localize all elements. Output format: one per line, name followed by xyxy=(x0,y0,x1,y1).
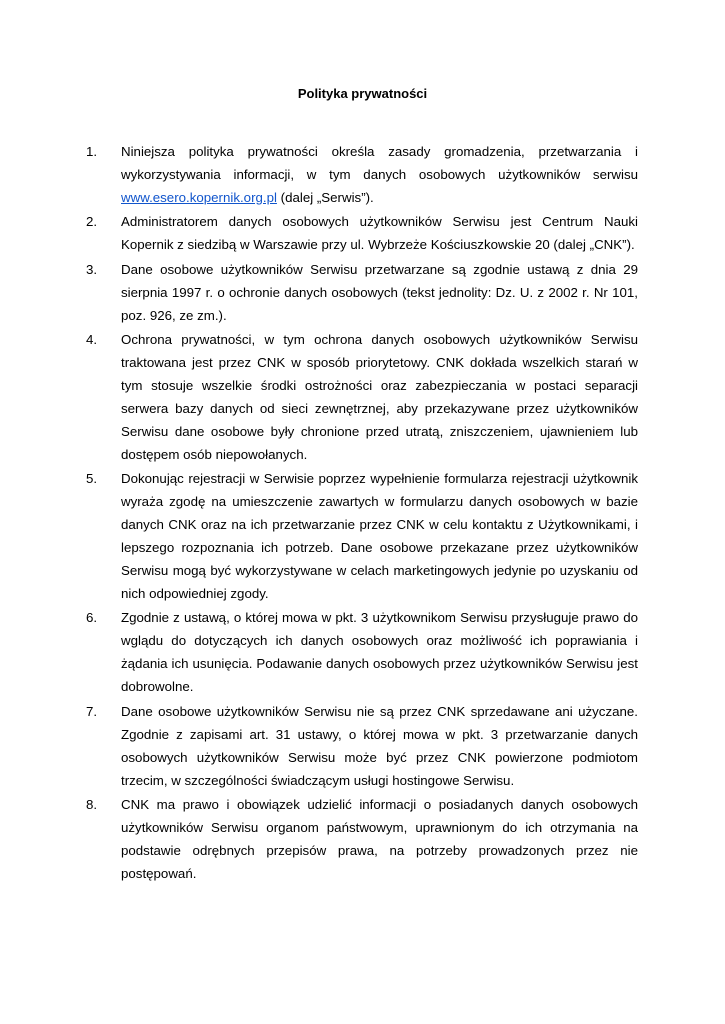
item-text: Ochrona prywatności, w tym ochrona danych osobowych użytkowników Serwisu traktowana jest przez CNK w sposób priorytetowy. CNK dokłada wszelkich starań w tym stosuje wszelkie środki ostrożności oraz zabezpieczania w postaci separacji serwera bazy danych od sieci zewnętrznej, aby przekazywane przez użytkowników Serwisu dane osobowe były chronione przed utratą, zniszczeniem, ujawnieniem lub dostępem osób niepowołanych. xyxy=(121,331,638,462)
item-text-before-link: Niniejsza polityka prywatności określa zasady gromadzenia, przetwarzania i wykorzystywania informacji, w tym danych osobowych użytkowników serwisu xyxy=(121,144,638,182)
list-item xyxy=(0,700,725,792)
list-item xyxy=(0,793,725,885)
list-item xyxy=(0,467,725,605)
page-title: Polityka prywatności xyxy=(297,86,428,101)
item-text: Dane osobowe użytkowników Serwisu przetwarzane są zgodnie ustawą z dnia 29 sierpnia 1997 r. o ochronie danych osobowych (tekst jednolity: Dz. U. z 2002 r. Nr 101, poz. 926, ze zm.). xyxy=(121,261,638,323)
list-item xyxy=(0,140,725,209)
list-item xyxy=(0,328,725,466)
item-number: 7. xyxy=(86,703,98,719)
item-text xyxy=(121,140,638,209)
item-number: 4. xyxy=(86,331,98,347)
list-item xyxy=(0,606,725,698)
item-number: 1. xyxy=(86,144,98,159)
item-number: 5. xyxy=(86,471,98,487)
policy-list xyxy=(0,140,725,886)
item-text-after-link: (dalej „Serwis”). xyxy=(276,190,374,205)
list-item xyxy=(0,258,725,327)
website-link[interactable]: www.esero.kopernik.org.pl xyxy=(121,190,277,205)
item-text: Dane osobowe użytkowników Serwisu nie są przez CNK sprzedawane ani użyczane. Zgodnie z zapisami art. 31 ustawy, o której mowa w pkt. 3 przetwarzanie danych osobowych użytkowników Serwisu może być przez CNK powierzone podmiotom trzecim, w szczególności świadczącym usługi hostingowe Serwisu. xyxy=(121,703,638,788)
item-text: Dokonując rejestracji w Serwisie poprzez wypełnienie formularza rejestracji użytkownik wyraża zgodę na umieszczenie zawartych w formularzu danych osobowych w bazie danych CNK oraz na ich przetwarzanie przez CNK w celu kontaktu z Użytkownikami, i lepszego rozpoznania ich potrzeb. Dane osobowe przekazane przez użytkowników Serwisu mogą być wykorzystywane w celach marketingowych jedynie po uzyskaniu od nich odpowiedniej zgody. xyxy=(121,471,638,602)
list-item xyxy=(0,210,725,256)
item-text: Zgodnie z ustawą, o której mowa w pkt. 3 użytkownikom Serwisu przysługuje prawo do wglądu do dotyczących ich danych osobowych oraz możliwość ich poprawiania i żądania ich usunięcia. Podawanie danych osobowych przez użytkowników Serwisu jest dobrowolne. xyxy=(121,610,638,695)
item-number: 6. xyxy=(86,610,98,626)
item-number: 3. xyxy=(86,261,98,277)
item-number: 2. xyxy=(86,214,98,230)
item-text: CNK ma prawo i obowiązek udzielić informacji o posiadanych danych osobowych użytkowników Serwisu organom państwowym, uprawnionym do ich otrzymania na podstawie odrębnych przepisów prawa, na potrzeby prowadzonych przez nie postępowań. xyxy=(121,797,638,882)
item-number: 8. xyxy=(86,797,98,813)
item-text: Administratorem danych osobowych użytkowników Serwisu jest Centrum Nauki Kopernik z siedzibą w Warszawie przy ul. Wybrzeże Kościuszkowskie 20 (dalej „CNK”). xyxy=(121,214,638,253)
